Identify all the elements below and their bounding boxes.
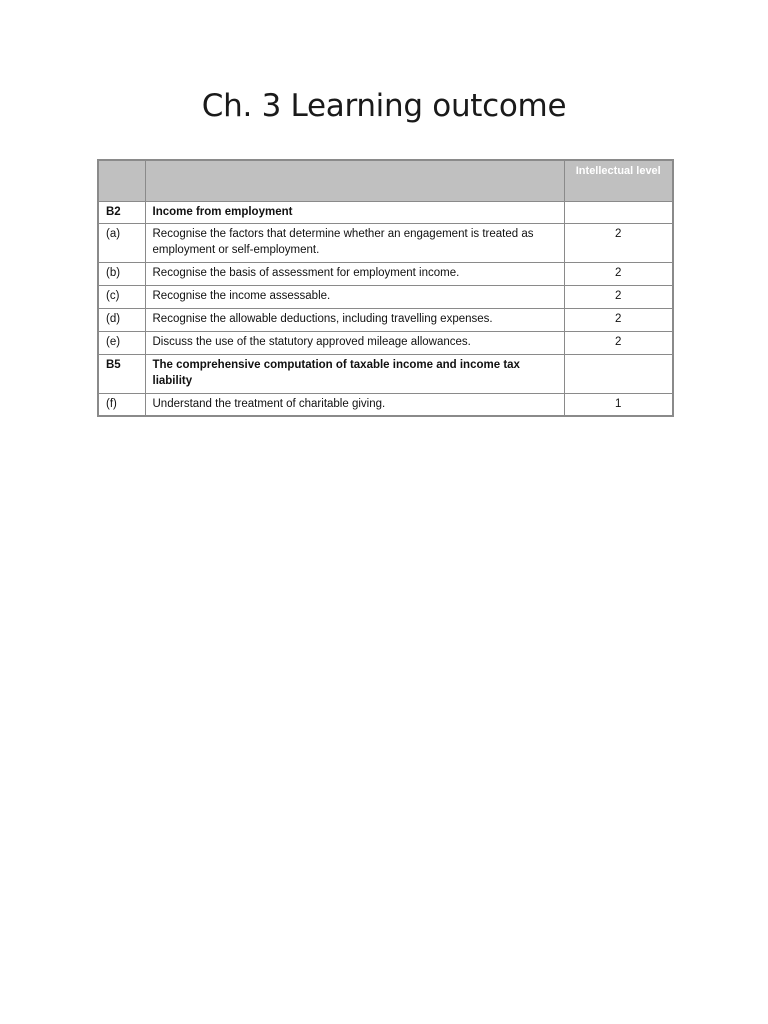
row-code: (f) — [98, 394, 145, 417]
row-code: (e) — [98, 332, 145, 355]
table-row — [98, 224, 673, 263]
table-row — [98, 202, 673, 224]
row-description: Discuss the use of the statutory approved mileage allowances. — [145, 332, 564, 355]
row-code: (d) — [98, 309, 145, 332]
header-code-cell — [98, 160, 145, 202]
row-code: (c) — [98, 286, 145, 309]
page-title: Ch. 3 Learning outcome — [201, 88, 567, 124]
row-description: Understand the treatment of charitable giving. — [145, 394, 564, 417]
row-description: Recognise the income assessable. — [145, 286, 564, 309]
row-description: Recognise the factors that determine whether an engagement is treated as employment or self-employment. — [145, 224, 564, 263]
row-level — [564, 202, 673, 224]
header-description-cell — [145, 160, 564, 202]
row-level — [564, 355, 673, 394]
row-level: 2 — [564, 224, 673, 263]
table-row — [98, 394, 673, 417]
row-level: 2 — [564, 309, 673, 332]
row-level: 2 — [564, 286, 673, 309]
table-row — [98, 309, 673, 332]
learning-outcomes-table — [97, 159, 674, 417]
row-level: 1 — [564, 394, 673, 417]
table-header-row — [98, 160, 673, 202]
row-code: B5 — [98, 355, 145, 394]
table-row — [98, 263, 673, 286]
row-code: (a) — [98, 224, 145, 263]
header-intellectual-level: Intellectual level — [564, 160, 673, 202]
row-level: 2 — [564, 332, 673, 355]
row-level: 2 — [564, 263, 673, 286]
row-description: Recognise the allowable deductions, including travelling expenses. — [145, 309, 564, 332]
row-description: Recognise the basis of assessment for employment income. — [145, 263, 564, 286]
row-description: The comprehensive computation of taxable income and income tax liability — [145, 355, 564, 394]
row-code: (b) — [98, 263, 145, 286]
table-row — [98, 355, 673, 394]
table-row — [98, 332, 673, 355]
row-description: Income from employment — [145, 202, 564, 224]
table-row — [98, 286, 673, 309]
row-code: B2 — [98, 202, 145, 224]
